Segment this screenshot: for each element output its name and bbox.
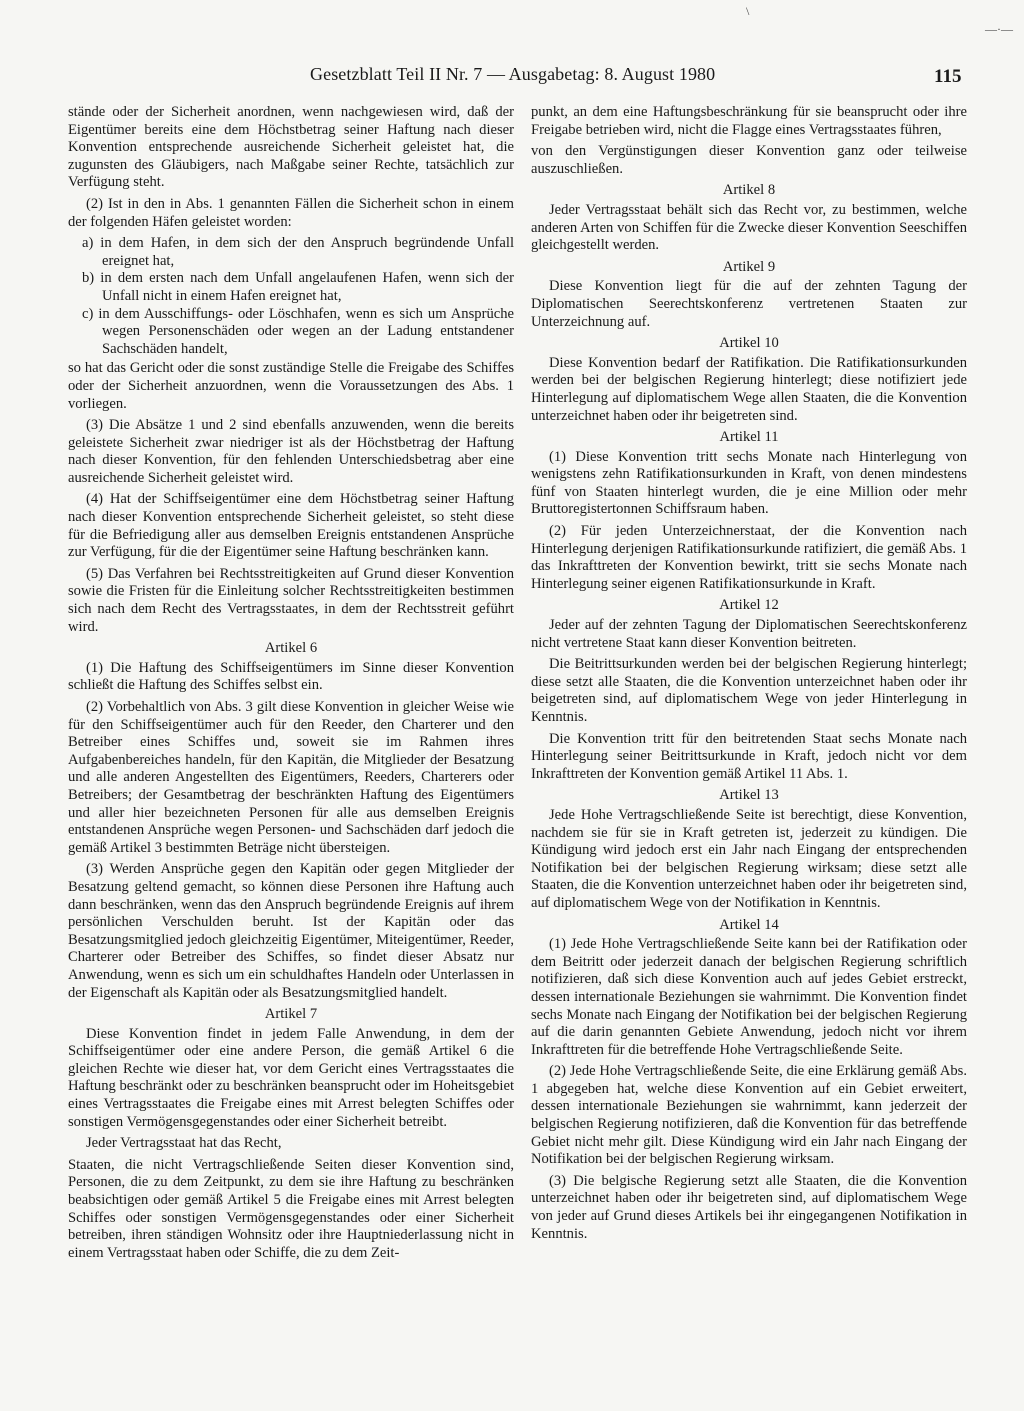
- paragraph: Die Konvention tritt für den beitretenden Staat sechs Monate nach Hinterlegung seiner Beitrittsurkunde in Kraft, jedoch nicht vor dem Inkrafttreten der Konvention gemäß Artikel 11 Abs. 1.: [531, 730, 967, 782]
- paragraph: (1) Die Haftung des Schiffseigentümers im Sinne dieser Konvention schließt die Haftung des Schiffes selbst ein.: [68, 659, 514, 694]
- paragraph: Jeder Vertragsstaat hat das Recht,: [86, 1135, 282, 1152]
- paragraph: stände oder der Sicherheit anordnen, wenn nachgewiesen wird, daß der Eigentümer bereits eine dem Höchstbetrag seiner Haftung nach dieser Konvention entsprechende ausreichende Sicherheit geleistet hat, die zugunsten des Gläubigers, nach Maßgabe seiner Rechte, tatsächlich zur Verfügung steht.: [68, 104, 514, 191]
- paragraph: Diese Konvention bedarf der Ratifikation. Die Ratifikationsurkunden werden bei der belgischen Regierung hinterlegt; diese notifiziert jede Hinterlegung auf diplomatischem Wege allen Staaten, die die Konvention unterzeichnet haben oder ihr beigetreten sind.: [531, 354, 967, 424]
- page-header: [0, 60, 1024, 90]
- scan-mark: —·—: [985, 22, 1013, 36]
- page-number: 115: [934, 66, 962, 87]
- paragraph: (3) Werden Ansprüche gegen den Kapitän oder gegen Mitglieder der Besatzung geltend gemacht, so können diese Personen ihre Haftung auch dann beschränken, wenn das den Anspruch begründende Ereignis auf ihrem persönlichen Verschulden beruht. Ist der Kapitän oder das Besatzungsmitglied jedoch gleichzeitig Eigentümer, Miteigentümer, Reeder, Charterer oder Betreiber des Schiffes, so findet dieser Absatz nur Anwendung, wenn es sich um ein schuldhaftes Handeln oder Unterlassen in der Eigenschaft als Kapitän oder als Besatzungsmitglied handelt.: [68, 861, 514, 1001]
- right-column: [531, 104, 967, 1247]
- paragraph: (2) Vorbehaltlich von Abs. 3 gilt diese Konvention in gleicher Weise wie für den Schiffseigentümer auch für den Reeder, den Charterer und den Betreiber eines Schiffes und, soweit sie im Rahmen ihres Aufgabenbereiches handeln, für den Kapitän, die Mitglieder der Besatzung und alle anderen Angestellten des Eigentümers, Reeders, Charterers oder Betreibers; der Gesamtbetrag der beschränkten Haftung des Eigentümers und aller hier bezeichneten Personen für alle aus demselben Ereignis entstandenen Ansprüche wegen Personen- und Sachschäden darf jedoch die gemäß Artikel 3 bestimmten Beträge nicht übersteigen.: [68, 699, 514, 856]
- paragraph: von den Vergünstigungen dieser Konvention ganz oder teilweise auszuschließen.: [531, 143, 967, 177]
- left-column: [68, 104, 514, 1266]
- article-heading: Artikel 8: [722, 182, 776, 199]
- paragraph: (2) Jede Hohe Vertragschließende Seite, die eine Erklärung gemäß Abs. 1 abgegeben hat, welche diese Konvention auf ein Gebiet erweitert, dessen internationale Beziehungen sie wahrnimmt, kann jederzeit der belgischen Regierung notifizieren, daß die Konvention für das betreffende Gebiet nicht mehr gilt. Diese Kündigung wird ein Jahr nach Eingang der Notifikation bei der belgischen Regierung wirksam.: [531, 1063, 967, 1168]
- article-heading: Artikel 10: [719, 335, 779, 352]
- paragraph: Jede Hohe Vertragschließende Seite ist berechtigt, diese Konvention, nachdem sie für sie in Kraft getreten ist, jederzeit zu kündigen. Die Kündigung wird jedoch erst ein Jahr nach Eingang der entsprechenden Notifikation bei der belgischen Regierung wirksam; diese setzt alle Staaten, die die Konvention unterzeichnet haben oder ihr beigetreten sind, auf diplomatischem Wege von der Notifikation in Kenntnis.: [531, 806, 967, 911]
- paragraph: Diese Konvention liegt für die auf der zehnten Tagung der Diplomatischen Seerechtskonferenz vertretenen Staaten zur Unterzeichnung auf.: [531, 278, 967, 330]
- list-item: b) in dem ersten nach dem Unfall angelaufenen Hafen, wenn sich der Unfall nicht in einem Hafen ereignet hat,: [82, 270, 514, 304]
- paragraph: Staaten, die nicht Vertragschließende Seiten dieser Konvention sind, Personen, die zu dem Zeitpunkt, zu dem sie ihre Haftung zu beschränken beabsichtigen oder gemäß Artikel 5 die Freigabe eines mit Arrest belegten Schiffes oder sonstigen Vermögensgegenstandes oder einer Sicherheit betreiben, ihren ständigen Wohnsitz oder ihre Hauptniederlassung nicht in einem Vertragsstaat haben oder Schiffe, die zu dem Zeit-: [68, 1156, 514, 1261]
- paragraph: punkt, an dem eine Haftungsbeschränkung für sie beansprucht oder ihre Freigabe betrieben wird, nicht die Flagge eines Vertragsstaates führen,: [531, 104, 967, 138]
- paragraph: (5) Das Verfahren bei Rechtsstreitigkeiten auf Grund dieser Konvention sowie die Fristen für die Einleitung solcher Rechtsstreitigkeiten bestimmen sich nach dem Recht des Vertragsstaates, in dem der Rechtsstreit geführt wird.: [68, 565, 514, 635]
- article-heading: Artikel 6: [264, 640, 318, 657]
- article-heading: Artikel 12: [719, 597, 779, 614]
- paragraph: (3) Die Absätze 1 und 2 sind ebenfalls anzuwenden, wenn die bereits geleistete Sicherheit zwar niedriger ist als der Höchstbetrag der Haftung nach dieser Konvention, für den fehlenden Unterschiedsbetrag aber eine ausreichende Sicherheit geleistet wird.: [68, 417, 514, 486]
- gazette-header-title: Gesetzblatt Teil II Nr. 7 — Ausgabetag: 8. August 1980: [310, 64, 716, 84]
- article-heading: Artikel 9: [722, 258, 776, 275]
- paragraph: so hat das Gericht oder die sonst zuständige Stelle die Freigabe des Schiffes oder der Sicherheit anzuordnen, wenn die Voraussetzungen des Abs. 1 vorliegen.: [68, 360, 514, 412]
- paragraph: (2) Für jeden Unterzeichnerstaat, der die Konvention nach Hinterlegung derjenigen Ratifikationsurkunde ratifiziert, die gemäß Abs. 1 das Inkrafttreten der Konvention bewirkt, tritt sie sechs Monate nach Hinterlegung seiner eigenen Ratifikationsurkunde in Kraft.: [531, 523, 967, 592]
- harbor-list: [68, 235, 514, 358]
- paragraph: (2) Ist in den in Abs. 1 genannten Fällen die Sicherheit schon in einem der folgenden Häfen geleistet worden:: [68, 195, 514, 230]
- paragraph: Diese Konvention findet in jedem Falle Anwendung, in dem der Schiffseigentümer oder eine andere Person, die gemäß Artikel 6 die gleichen Rechte wie dieser hat, vor dem Gericht eines Vertragsstaates die Haftung beschränkt oder zu beschränken beansprucht oder im Hoheitsgebiet eines Vertragsstaates die Freigabe eines mit Arrest belegten Schiffes oder sonstigen Vermögensgegenstandes oder einer Sicherheit betreibt.: [68, 1025, 514, 1130]
- paragraph: Die Beitrittsurkunden werden bei der belgischen Regierung hinterlegt; diese setzt alle Staaten, die die Konvention unterzeichnet haben oder ihr beigetreten sind, auf diplomatischem Wege von jeder Hinterlegung in Kenntnis.: [531, 656, 967, 725]
- article-heading: Artikel 11: [719, 429, 779, 446]
- paragraph: (3) Die belgische Regierung setzt alle Staaten, die die Konvention unterzeichnet haben oder ihr beigetreten sind, auf diplomatischem Wege von jeder auf Grund dieses Artikels bei ihr eingegangenen Notifikation in Kenntnis.: [531, 1172, 967, 1242]
- scan-mark: \: [746, 4, 750, 18]
- article-heading: Artikel 14: [719, 916, 779, 933]
- paragraph: Jeder auf der zehnten Tagung der Diplomatischen Seerechtskonferenz nicht vertretene Staat kann dieser Konvention beitreten.: [531, 617, 967, 651]
- paragraph: Jeder Vertragsstaat behält sich das Recht vor, zu bestimmen, welche anderen Arten von Schiffen für die Zwecke dieser Konvention Seeschiffen gleichgestellt werden.: [531, 201, 967, 254]
- list-item: a) in dem Hafen, in dem sich der den Anspruch begründende Unfall ereignet hat,: [82, 235, 514, 269]
- article-heading: Artikel 7: [264, 1006, 318, 1023]
- list-item: c) in dem Ausschiffungs- oder Löschhafen, wenn es sich um Ansprüche wegen Personenschäden oder wegen an der Ladung entstandener Sachschäden handelt,: [82, 305, 514, 357]
- article-heading: Artikel 13: [719, 787, 779, 804]
- paragraph: (4) Hat der Schiffseigentümer eine dem Höchstbetrag seiner Haftung nach dieser Konvention entsprechende Sicherheit geleistet, so steht diese für die Befriedigung aller aus demselben Ereignis entstandenen Ansprüche zur Verfügung, für die der Eigentümer seine Haftung beschränken kann.: [68, 491, 514, 561]
- paragraph: (1) Diese Konvention tritt sechs Monate nach Hinterlegung von wenigstens zehn Ratifikationsurkunden in Kraft, von denen mindestens fünf von Staaten hinterlegt wurden, die je eine Million oder mehr Bruttoregistertonnen Schiffsraum haben.: [531, 448, 967, 518]
- paragraph: (1) Jede Hohe Vertragschließende Seite kann bei der Ratifikation oder dem Beitritt oder jederzeit danach der belgischen Regierung schriftlich notifizieren, daß sich diese Konvention auch auf jedes Gebiet erstreckt, dessen internationale Beziehungen sie wahrnimmt. Die Konvention findet sechs Monate nach Eingang der Notifikation bei der belgischen Regierung auf die darin genannten Gebiete Anwendung, jedoch nicht vor ihrem Inkrafttreten für die betreffende Hohe Vertragschließende Seite.: [531, 936, 967, 1058]
